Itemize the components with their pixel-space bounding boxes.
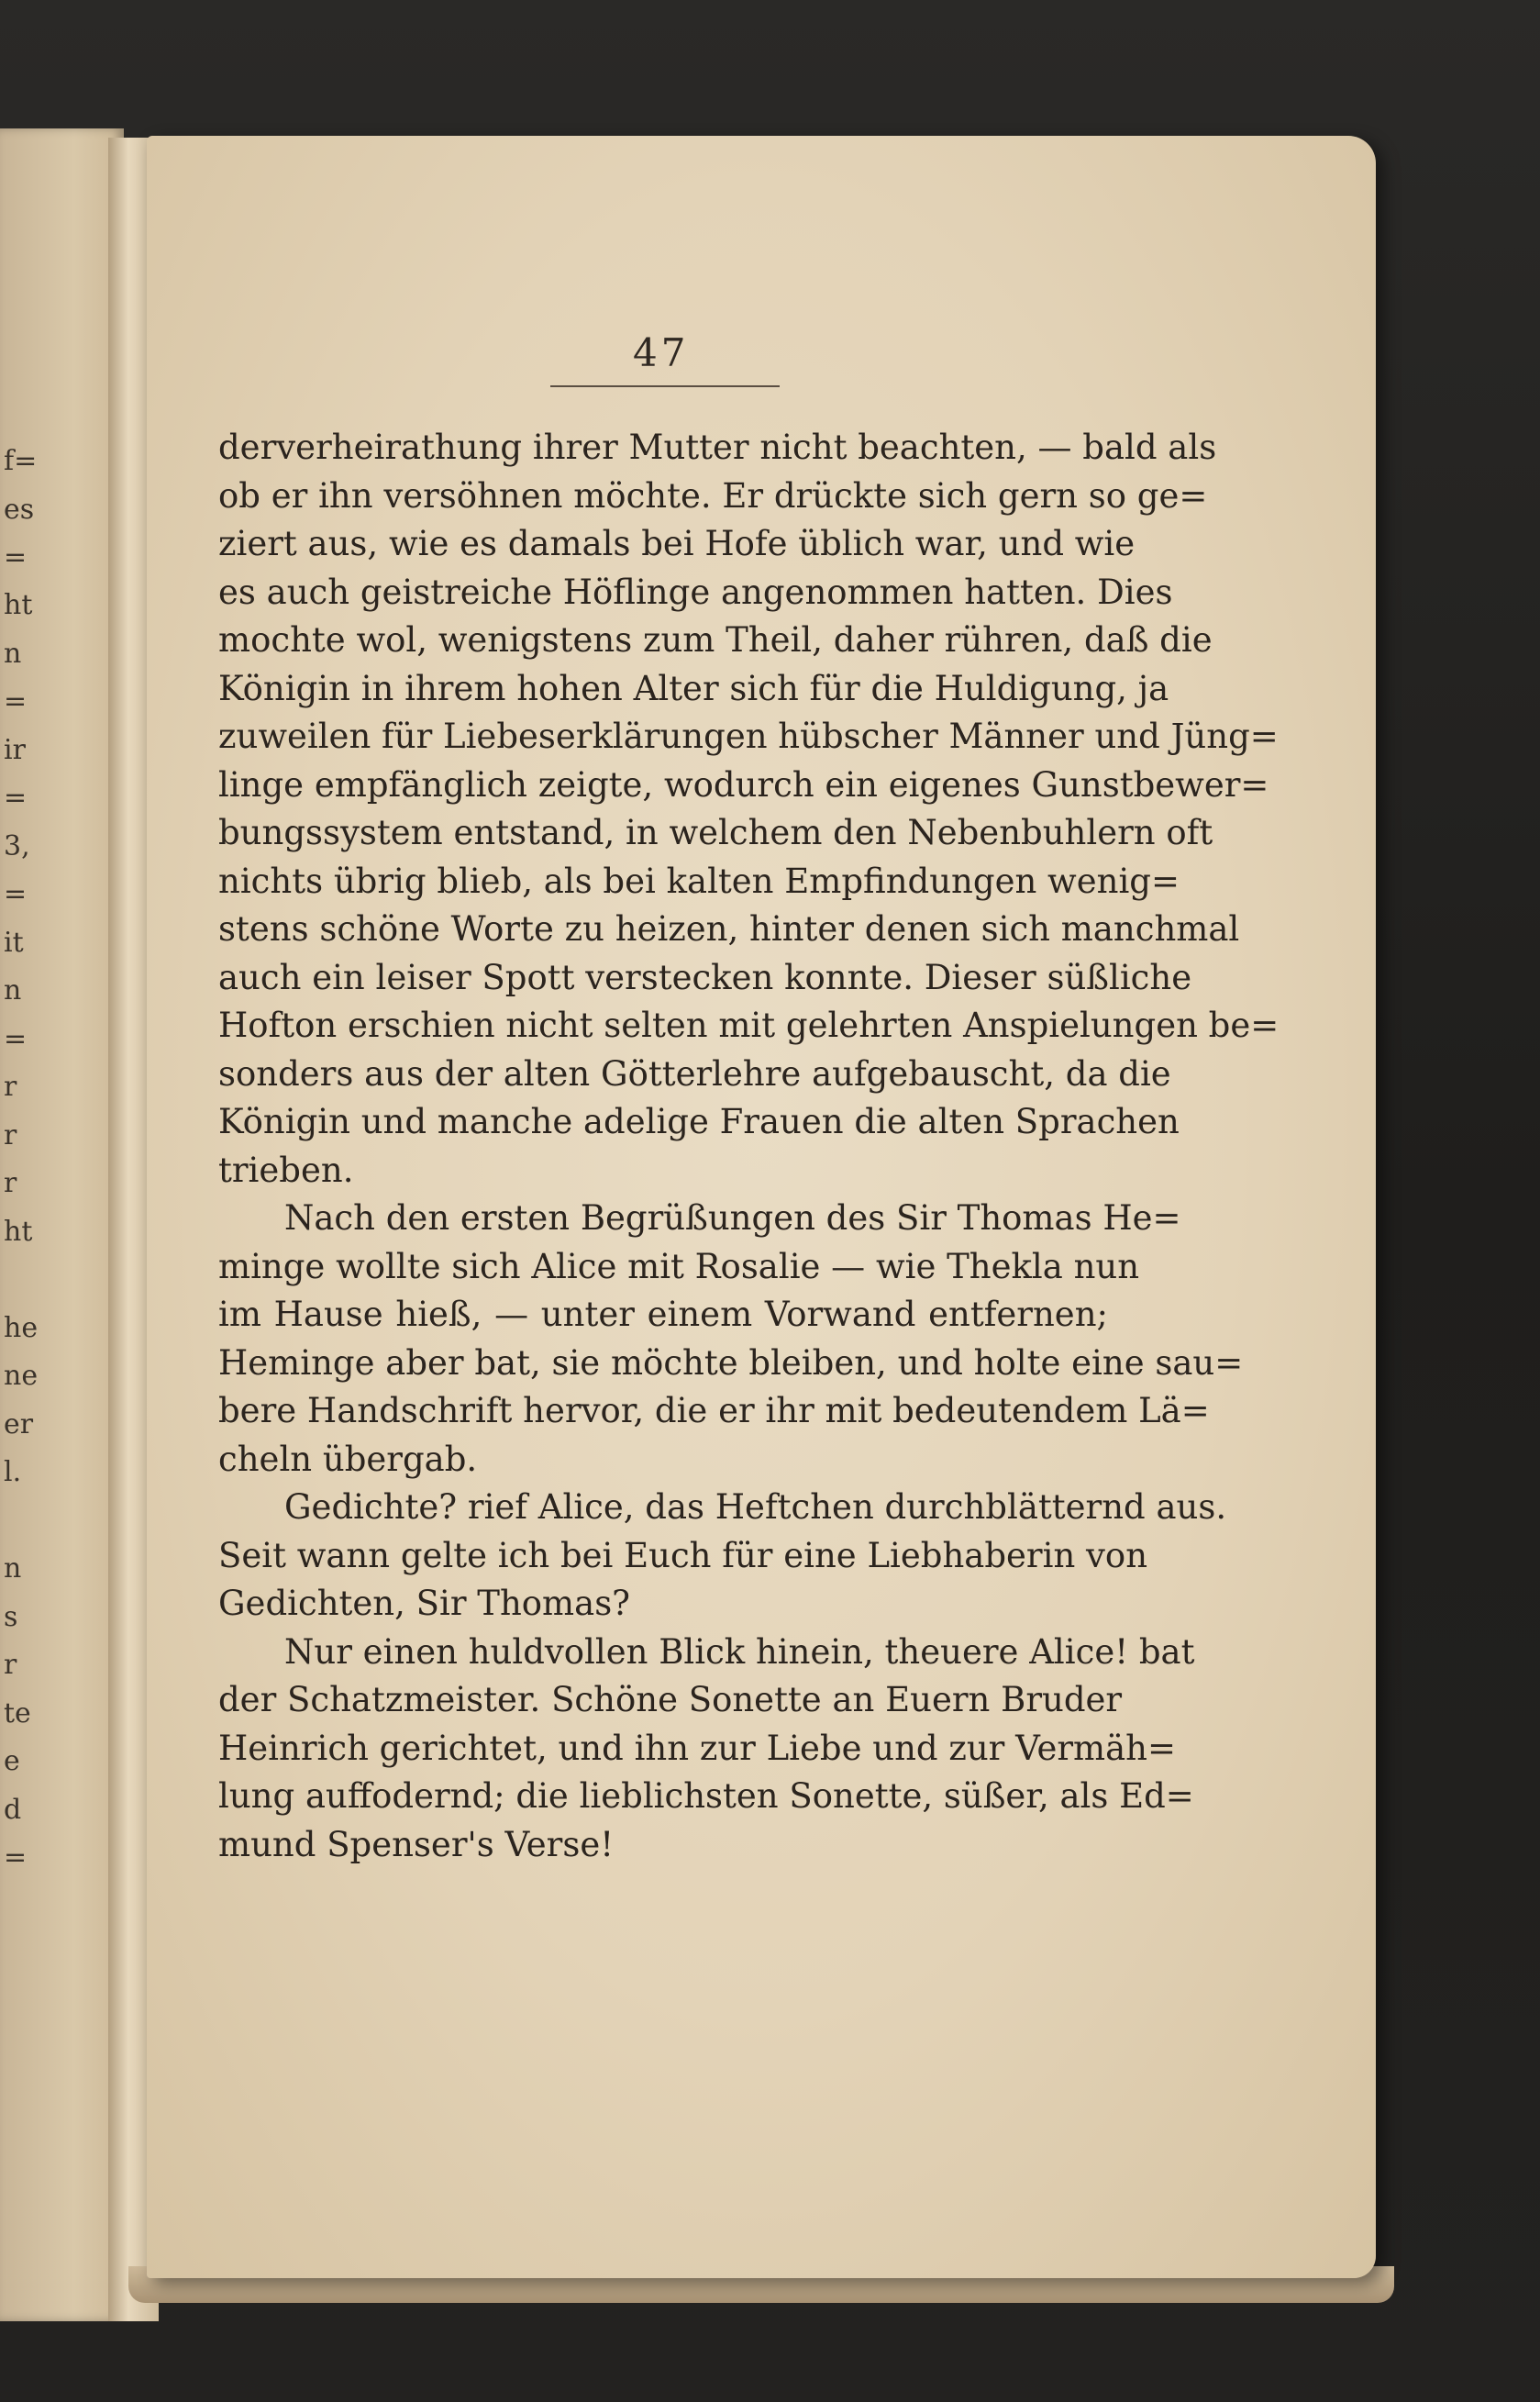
- left-page-fragment: =: [4, 541, 28, 573]
- left-page-fragment: e: [4, 1745, 20, 1777]
- text-line: Seit wann gelte ich bei Euch für eine Liebhaberin von: [218, 1535, 1148, 1575]
- text-line: Königin und manche adelige Frauen die alten Sprachen: [218, 1102, 1180, 1141]
- left-page-fragment: f=: [4, 445, 38, 477]
- left-page-fragment: es: [4, 494, 35, 526]
- text-line: zuweilen für Liebeserklärungen hübscher Männer und Jüng=: [218, 717, 1279, 756]
- left-page-fragment: =: [4, 878, 28, 910]
- left-page-fragment: d: [4, 1794, 22, 1826]
- text-line: Heminge aber bat, sie möchte bleiben, und holte eine sau=: [218, 1342, 1244, 1383]
- left-page-fragment: r: [4, 1649, 17, 1681]
- body-text: [218, 424, 1280, 1869]
- text-line: Nur einen huldvollen Blick hinein, theuere Alice! bat: [284, 1631, 1195, 1672]
- left-page-edge: [0, 128, 124, 2321]
- left-page-fragment: ht: [4, 1216, 33, 1248]
- left-page-fragment: r: [4, 1119, 17, 1151]
- left-page-fragment: =: [4, 1841, 28, 1874]
- left-page-fragment: =: [4, 782, 28, 814]
- left-page-fragment: ht: [4, 589, 33, 621]
- left-page-fragment: n: [4, 974, 22, 1006]
- text-line: ob er ihn versöhnen möchte. Er drückte sich gern so ge=: [218, 475, 1208, 516]
- text-line: im Hause hieß, — unter einem Vorwand entfernen;: [218, 1295, 1108, 1334]
- text-line: Hofton erschien nicht selten mit gelehrten Anspielungen be=: [218, 1006, 1280, 1045]
- left-page-fragment: r: [4, 1167, 17, 1199]
- text-line: trieben.: [218, 1150, 354, 1190]
- left-page-fragment: ne: [4, 1360, 39, 1392]
- text-line: derverheirathung ihrer Mutter nicht beachten, — bald als: [218, 428, 1217, 467]
- text-line: Heinrich gerichtet, und ihn zur Liebe und zur Vermäh=: [218, 1728, 1177, 1768]
- text-line: sonders aus der alten Götterlehre aufgebauscht, da die: [218, 1053, 1171, 1094]
- left-page-fragment: he: [4, 1312, 39, 1344]
- text-line: Königin in ihrem hohen Alter sich für die Huldigung, ja: [218, 668, 1169, 708]
- text-line: nichts übrig blieb, als bei kalten Empfindungen wenig=: [218, 861, 1180, 901]
- text-line: linge empfänglich zeigte, wodurch ein eigenes Gunstbewer=: [218, 764, 1269, 805]
- text-line: minge wollte sich Alice mit Rosalie — wie Thekla nun: [218, 1246, 1140, 1286]
- text-line: der Schatzmeister. Schöne Sonette an Euern Bruder: [218, 1680, 1123, 1719]
- text-line: ziert aus, wie es damals bei Hofe üblich war, und wie: [218, 524, 1136, 563]
- text-line: bungssystem entstand, in welchem den Nebenbuhlern oft: [218, 813, 1213, 852]
- left-page-fragment: te: [4, 1697, 31, 1729]
- left-page-fragment: l.: [4, 1456, 22, 1488]
- text-line: mochte wol, wenigstens zum Theil, daher rühren, daß die: [218, 620, 1213, 660]
- header-rule: [550, 385, 780, 387]
- text-line: auch ein leiser Spott verstecken konnte. Dieser süßliche: [218, 957, 1192, 997]
- left-page-fragment: r: [4, 1071, 17, 1103]
- text-line: mund Spenser's Verse!: [218, 1824, 615, 1864]
- text-line: Gedichte? rief Alice, das Heftchen durchblätternd aus.: [284, 1487, 1227, 1527]
- left-page-fragment: it: [4, 927, 24, 959]
- left-page-fragment: 3,: [4, 830, 30, 862]
- left-page-fragment: =: [4, 1023, 28, 1055]
- text-line: Gedichten, Sir Thomas?: [218, 1584, 631, 1623]
- text-line: es auch geistreiche Höflinge angenommen hatten. Dies: [218, 572, 1173, 612]
- text-line: lung auffodernd; die lieblichsten Sonette, süßer, als Ed=: [218, 1776, 1194, 1816]
- text-line: Nach den ersten Begrüßungen des Sir Thomas He=: [284, 1198, 1181, 1238]
- left-page-fragment: ir: [4, 734, 26, 766]
- text-line: bere Handschrift hervor, die er ihr mit bedeutendem Lä=: [218, 1391, 1210, 1430]
- text-line: cheln übergab.: [218, 1439, 478, 1479]
- left-page-fragment: =: [4, 685, 28, 717]
- page-number: 47: [633, 330, 690, 375]
- left-page-fragment: n: [4, 638, 22, 670]
- text-line: stens schöne Worte zu heizen, hinter denen sich manchmal: [218, 909, 1240, 949]
- left-page-fragment: er: [4, 1408, 34, 1440]
- left-page-fragment: s: [4, 1601, 18, 1633]
- left-page-fragment: n: [4, 1552, 22, 1585]
